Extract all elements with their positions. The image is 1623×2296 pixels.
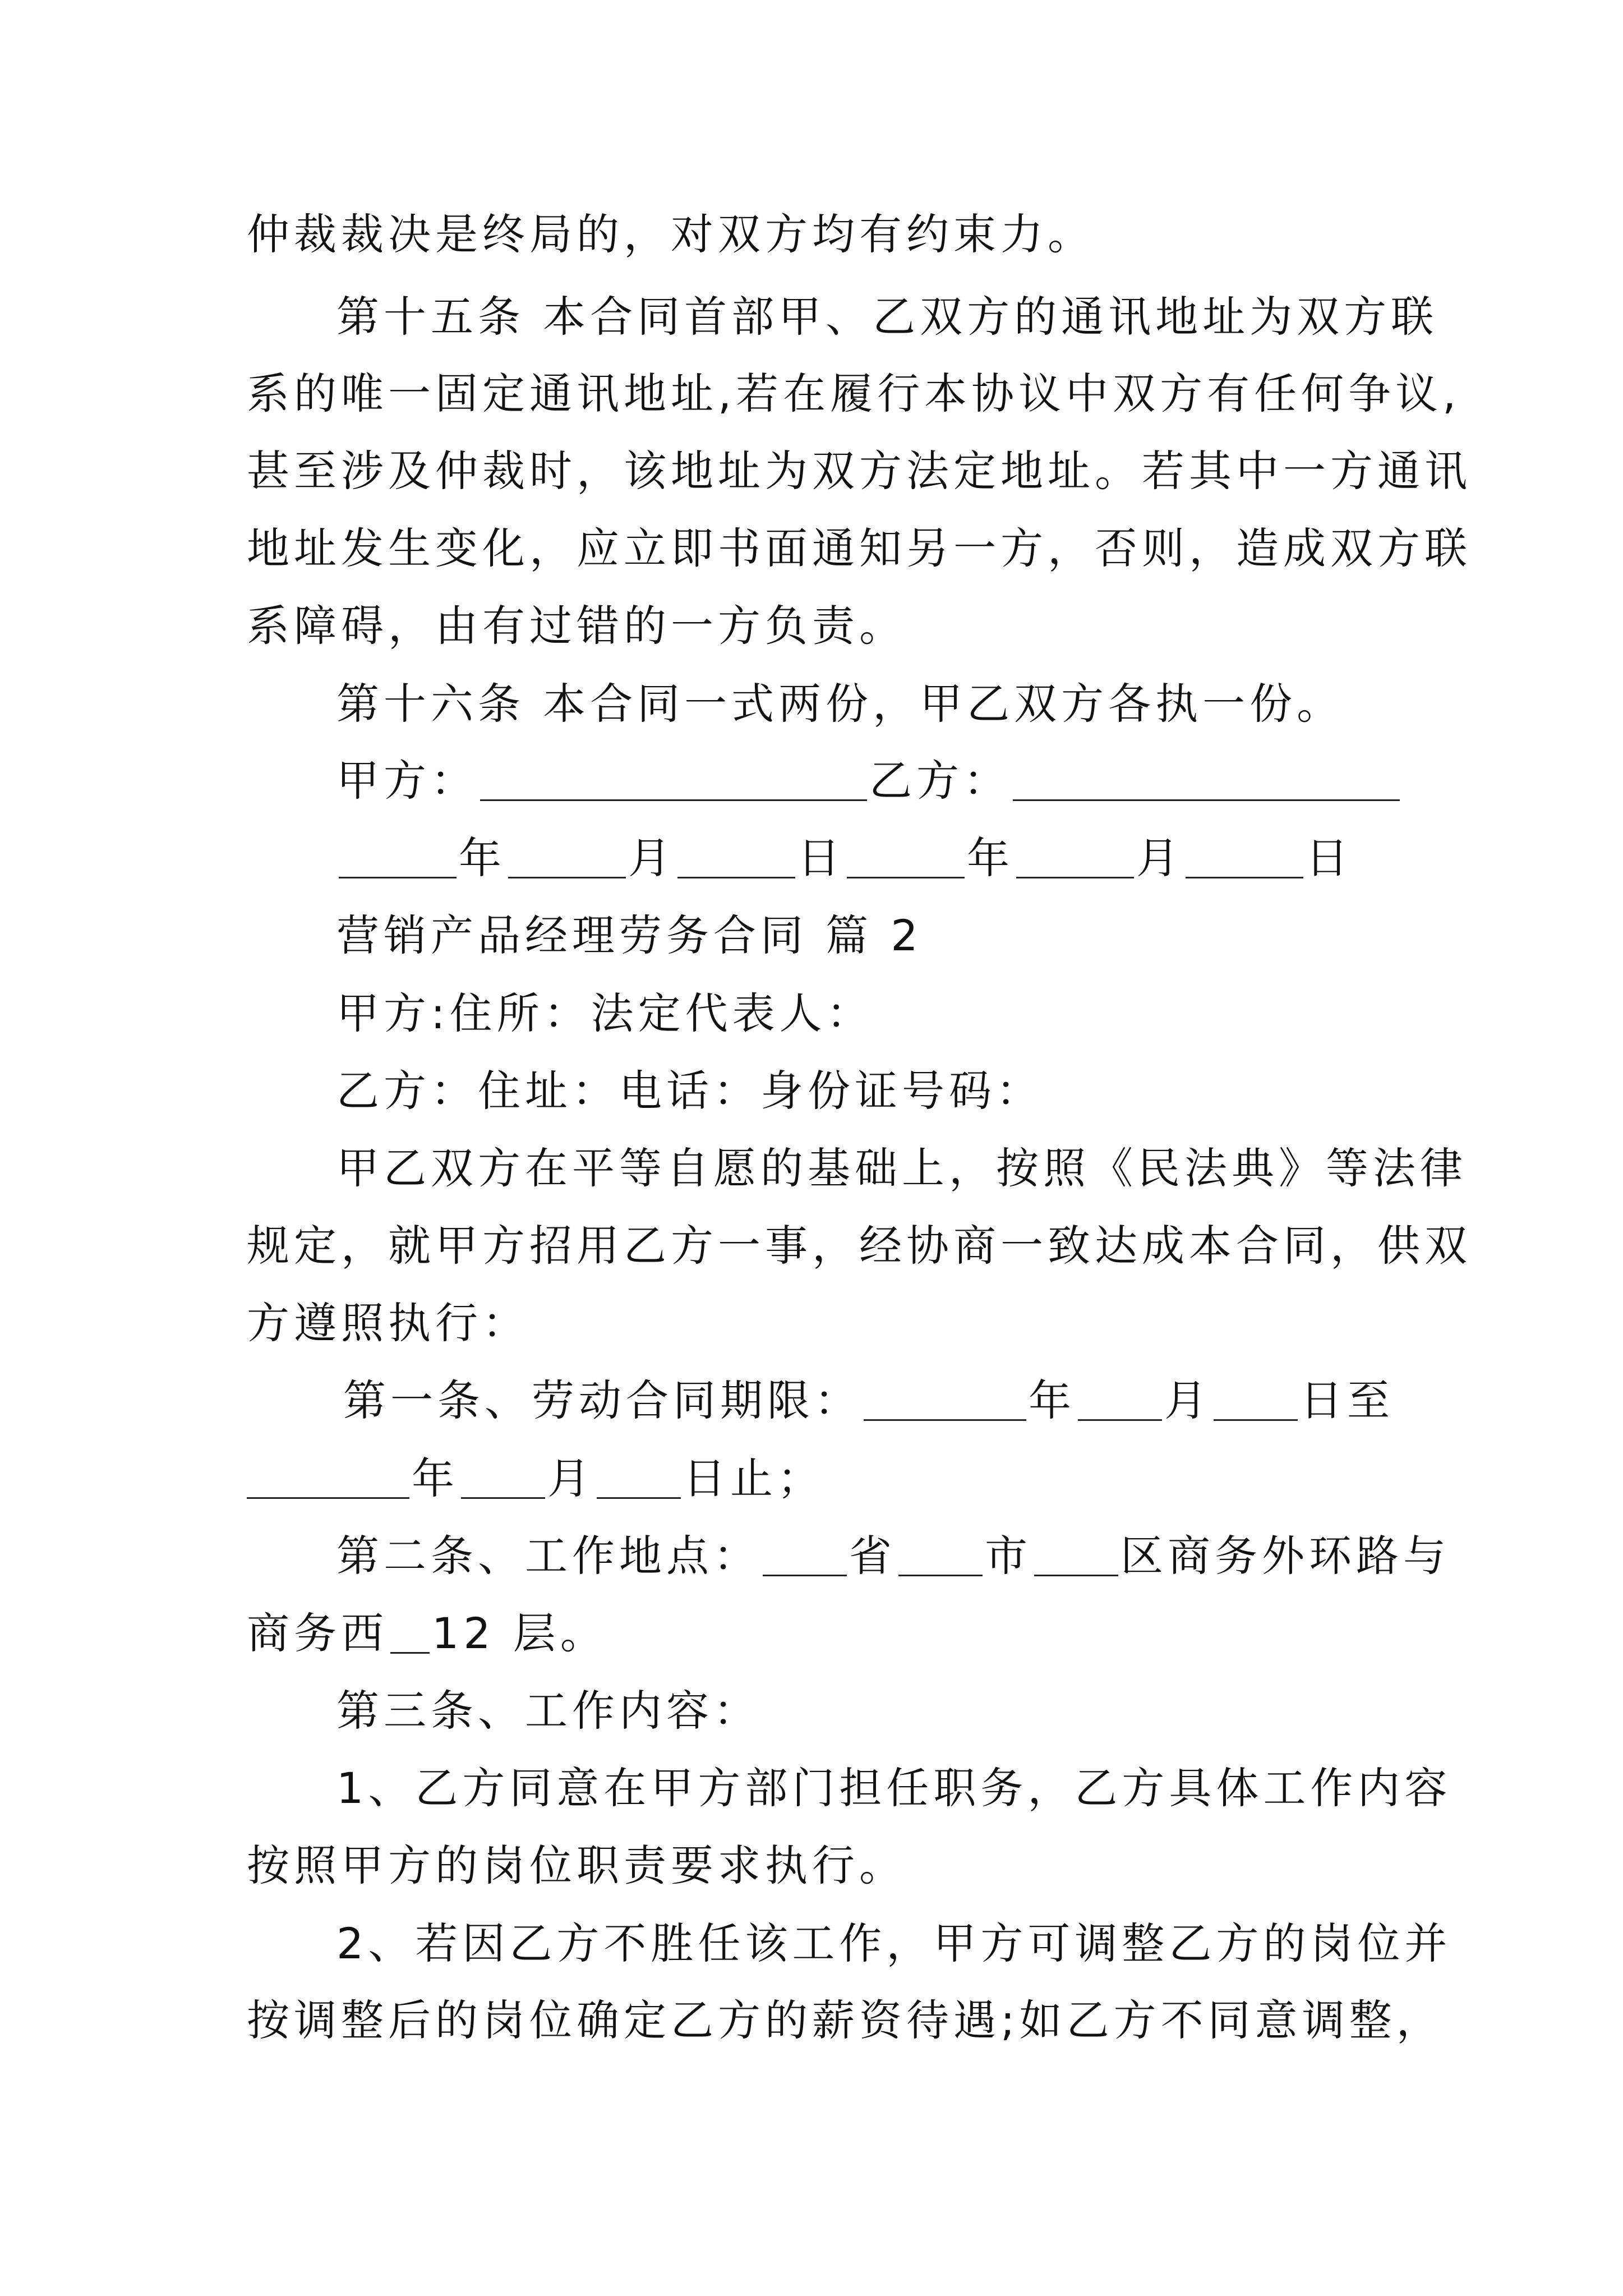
section-title: 营销产品经理劳务合同 篇 2 (336, 910, 923, 960)
party-a-blank (480, 754, 867, 801)
party-b-blank (1013, 754, 1400, 801)
blank (898, 1530, 983, 1576)
day-label: 日 (1306, 833, 1353, 883)
party-a-info: 甲方:住所：法定代表人： (336, 988, 874, 1038)
signature-line (0, 742, 1623, 820)
month-label: 月 (1136, 833, 1183, 883)
blank (864, 1374, 1026, 1421)
paragraph-line: 2、若因乙方不胜任该工作，甲方可调整乙方的岗位并 (336, 1918, 1452, 1968)
article-2-end-line (0, 1594, 1623, 1673)
party-a-label: 甲方： (336, 756, 478, 806)
blank (1186, 832, 1303, 878)
paragraph-line: 1、乙方同意在甲方部门担任职务，乙方具体工作内容 (336, 1763, 1452, 1813)
day-label: 日止； (683, 1453, 824, 1503)
paragraph-line: 甚至涉及仲裁时，该地址为双方法定地址。若其中一方通讯 (247, 446, 1472, 496)
blank (847, 832, 965, 878)
year-label: 年 (459, 833, 506, 883)
blank (461, 1452, 545, 1499)
blank (1214, 1374, 1298, 1421)
article-2-label: 第二条、工作地点： (336, 1531, 760, 1581)
article-1-line (0, 1361, 1623, 1440)
article-16-heading: 第十六条 本合同一式两份，甲乙双方各执一份。 (336, 679, 1344, 729)
paragraph-line: 按调整后的岗位确定乙方的薪资待遇;如乙方不同意调整， (247, 1995, 1444, 2045)
blank (597, 1452, 681, 1499)
city-label: 市 (985, 1531, 1032, 1581)
paragraph-line: 规定，就甲方招用乙方一事，经协商一致达成本合同，供双 (247, 1221, 1472, 1271)
province-label: 省 (849, 1531, 896, 1581)
blank (1078, 1374, 1162, 1421)
month-label: 月 (1164, 1375, 1211, 1425)
blank (339, 832, 457, 878)
article-1-label: 第一条、劳动合同期限： (343, 1375, 861, 1425)
address-text: 区商务外环路与 (1121, 1531, 1450, 1581)
signature-date-line (0, 819, 1623, 898)
day-label: 日 (797, 833, 845, 883)
blank (1016, 832, 1134, 878)
month-label: 月 (628, 833, 675, 883)
party-b-label: 乙方： (869, 756, 1011, 806)
paragraph-line: 地址发生变化，应立即书面通知另一方，否则，造成双方联 (247, 523, 1472, 573)
address-text: 商务西 (247, 1608, 388, 1658)
day-label: 日至 (1300, 1375, 1394, 1425)
article-2-line (0, 1517, 1623, 1595)
blank (1034, 1530, 1118, 1576)
blank (247, 1452, 409, 1499)
month-label: 月 (547, 1453, 594, 1503)
blank (763, 1530, 847, 1576)
paragraph-line: 甲乙双方在平等自愿的基础上，按照《民法典》等法律 (336, 1143, 1467, 1193)
year-label: 年 (412, 1453, 459, 1503)
article-15-heading: 第十五条 本合同首部甲、乙双方的通讯地址为双方联 (336, 292, 1438, 342)
blank (508, 832, 626, 878)
year-label: 年 (967, 833, 1014, 883)
paragraph-line: 按照甲方的岗位职责要求执行。 (247, 1841, 906, 1890)
blank (390, 1607, 430, 1654)
paragraph-line: 方遵照执行： (247, 1298, 529, 1348)
floor-text: 12 层。 (432, 1608, 607, 1658)
year-label: 年 (1029, 1375, 1076, 1425)
paragraph-line: 仲裁裁决是终局的，对双方均有约束力。 (247, 209, 1095, 259)
party-b-info: 乙方：住址：电话：身份证号码： (336, 1066, 1043, 1116)
article-3-heading: 第三条、工作内容： (336, 1686, 760, 1736)
blank (677, 832, 795, 878)
paragraph-line: 系的唯一固定通讯地址,若在履行本协议中双方有任何争议, (247, 369, 1461, 418)
paragraph-line: 系障碍，由有过错的一方负责。 (247, 601, 906, 651)
article-1-end-line (0, 1439, 1623, 1518)
